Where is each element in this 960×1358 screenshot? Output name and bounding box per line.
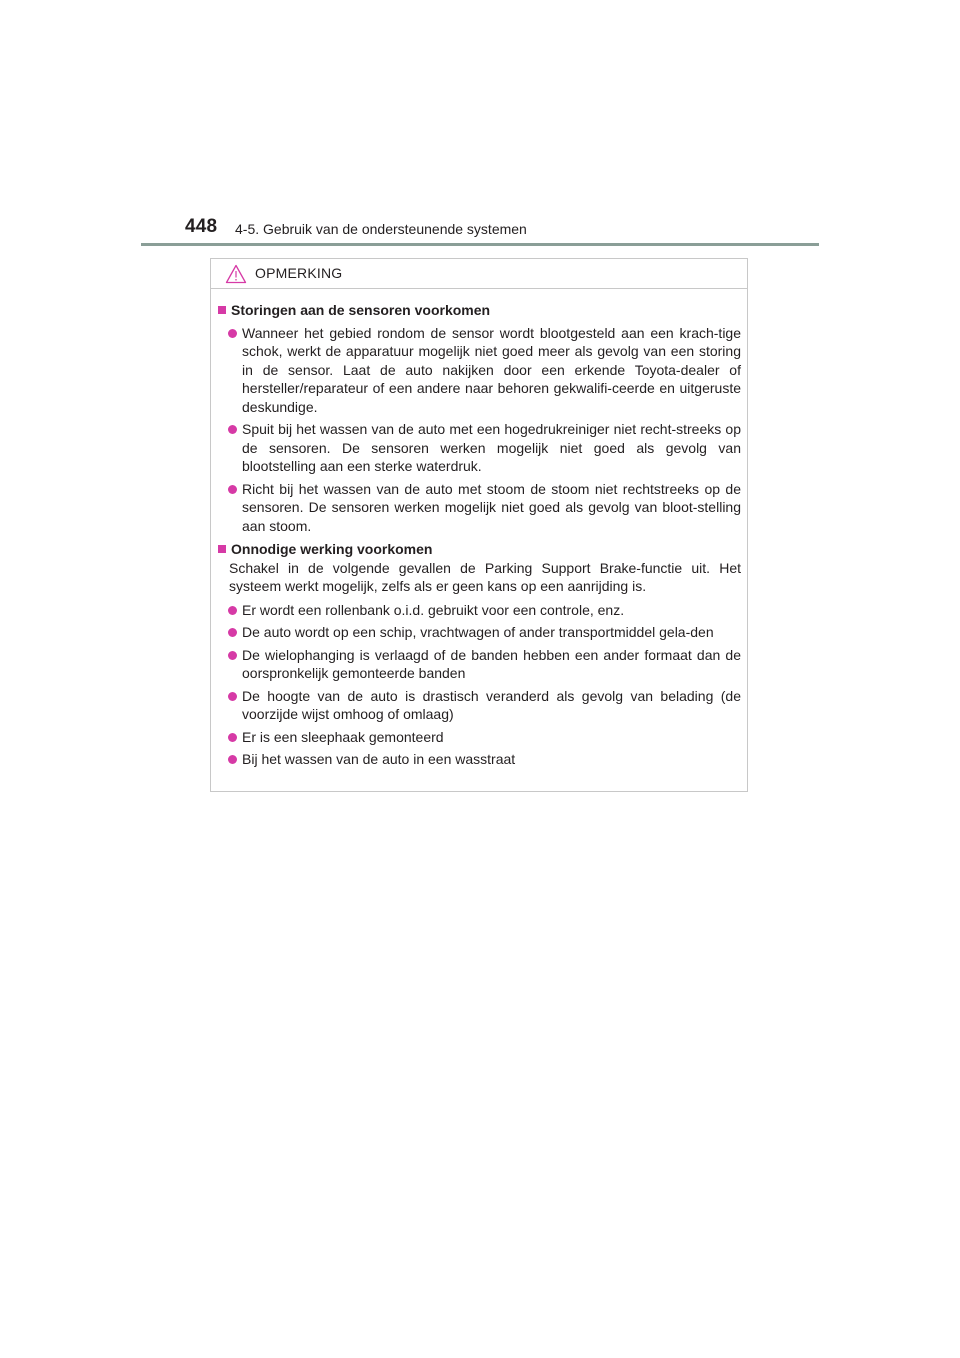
list-item: De wielophanging is verlaagd of de banden hebben een ander formaat dan de oorspronkelijk gemonteerde banden bbox=[218, 646, 741, 683]
notice-body bbox=[211, 289, 747, 769]
list-item: Bij het wassen van de auto in een wasstraat bbox=[218, 750, 741, 769]
round-bullet-icon bbox=[228, 606, 237, 615]
round-bullet-icon bbox=[228, 651, 237, 660]
list-item: Wanneer het gebied rondom de sensor wordt blootgesteld aan een krach-tige schok, werkt de apparatuur mogelijk niet goed meer als gevolg van een storing in de sensor. Laat de auto nakijken door een erkende Toyota-dealer of hersteller/reparateur of een andere naar behoren gekwalifi-ceerde en uitgeruste deskundige. bbox=[218, 324, 741, 417]
section-heading: Storingen aan de sensoren voorkomen bbox=[218, 301, 741, 320]
list-item: De auto wordt op een schip, vrachtwagen of ander transportmiddel gela-den bbox=[218, 623, 741, 642]
notice-header bbox=[211, 259, 747, 289]
list-item: De hoogte van de auto is drastisch veranderd als gevolg van belading (de voorzijde wijst omhoog of omlaag) bbox=[218, 687, 741, 724]
list-item: Richt bij het wassen van de auto met stoom de stoom niet rechtstreeks op de sensoren. De sensoren werken mogelijk niet goed als gevolg van bloot-stelling aan stoom. bbox=[218, 480, 741, 536]
page-number: 448 bbox=[185, 216, 218, 237]
round-bullet-icon bbox=[228, 692, 237, 701]
section-title: 4-5. Gebruik van de ondersteunende systemen bbox=[235, 221, 527, 237]
notice-section bbox=[218, 540, 741, 769]
section-heading: Onnodige werking voorkomen bbox=[218, 540, 741, 559]
notice-box bbox=[210, 258, 748, 792]
round-bullet-icon bbox=[228, 755, 237, 764]
notice-section bbox=[218, 301, 741, 535]
warning-triangle-icon bbox=[225, 264, 247, 284]
list-item: Spuit bij het wassen van de auto met een hogedrukreiniger niet recht-streeks op de sensoren. De sensoren werken mogelijk niet goed als gevolg van blootstelling aan een sterke waterdruk. bbox=[218, 420, 741, 476]
header-divider bbox=[141, 243, 819, 246]
round-bullet-icon bbox=[228, 628, 237, 637]
section-intro: Schakel in de volgende gevallen de Parking Support Brake-functie uit. Het systeem werkt mogelijk, zelfs als er geen kans op een aanrijding is. bbox=[229, 559, 741, 594]
bullet-list bbox=[218, 601, 741, 769]
square-bullet-icon bbox=[218, 545, 226, 553]
square-bullet-icon bbox=[218, 306, 226, 314]
round-bullet-icon bbox=[228, 425, 237, 434]
notice-title: OPMERKING bbox=[255, 265, 343, 281]
list-item: Er is een sleephaak gemonteerd bbox=[218, 728, 741, 747]
round-bullet-icon bbox=[228, 329, 237, 338]
round-bullet-icon bbox=[228, 485, 237, 494]
bullet-list bbox=[218, 324, 741, 536]
round-bullet-icon bbox=[228, 733, 237, 742]
list-item: Er wordt een rollenbank o.i.d. gebruikt voor een controle, enz. bbox=[218, 601, 741, 620]
